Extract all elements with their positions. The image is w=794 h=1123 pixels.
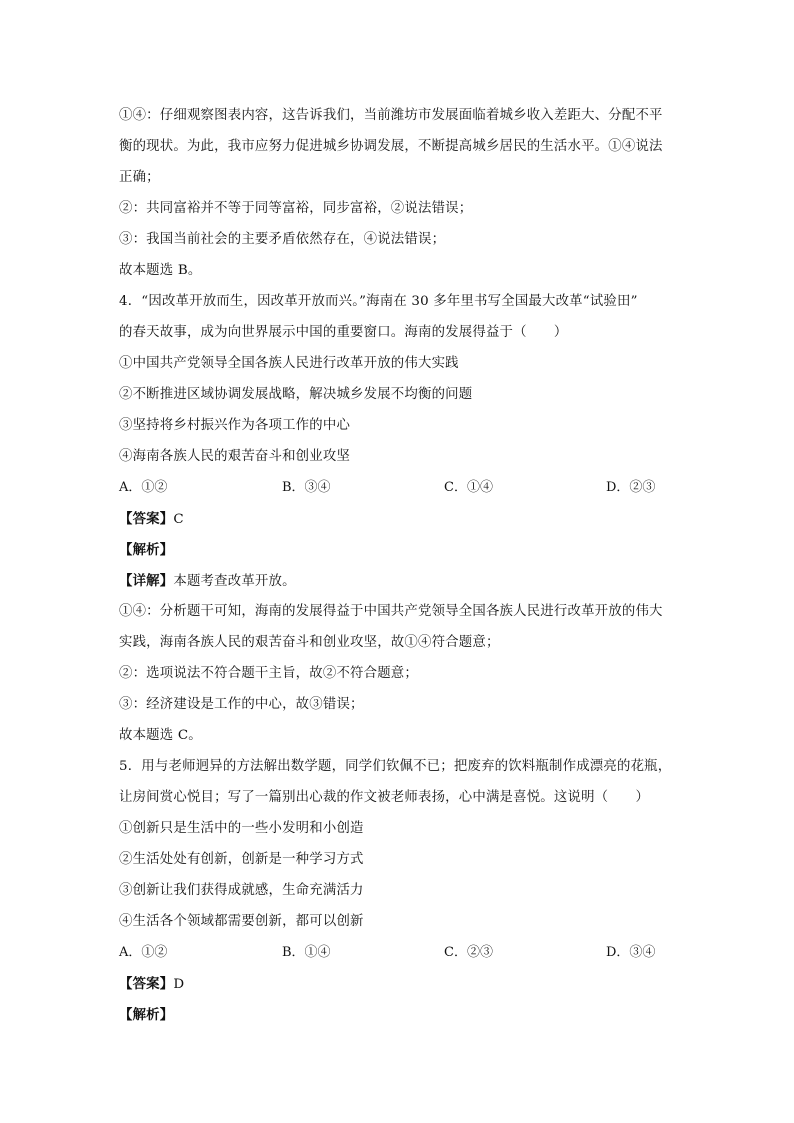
detail-tag: 【详解】 (119, 573, 174, 589)
question-4-statement: ②不断推进区域协调发展战略，解决城乡发展不均衡的问题 (119, 387, 473, 402)
question-5-statement: ④生活各个领域都需要创新，都可以创新 (119, 914, 364, 929)
question-4-option-d: D．②③ (606, 480, 656, 495)
question-5-statement: ③创新让我们获得成就感，生命充满活力 (119, 883, 364, 898)
question-4-statement: ④海南各族人民的艰苦奋斗和创业攻坚 (119, 449, 351, 464)
question-4-conclusion: 故本题选 C。 (119, 728, 202, 743)
question-4-stem: 的春天故事，成为向世界展示中国的重要窗口。海南的发展得益于（ ） (119, 325, 568, 340)
question-4-option-b: B．③④ (282, 480, 331, 495)
question-4-analysis-heading (119, 541, 679, 560)
question-4-option-c: C．①④ (444, 480, 493, 495)
analysis-tag: 【解析】 (119, 1007, 174, 1023)
question-5-stem: 5．用与老师迥异的方法解出数学题，同学们钦佩不已；把废弃的饮料瓶制作成漂亮的花瓶， (119, 759, 672, 774)
analysis-tag: 【解析】 (119, 542, 174, 558)
detail-text: 本题考查改革开放。 (173, 574, 296, 589)
question-5-option-c: C．②③ (444, 945, 493, 960)
question-4-detail (119, 572, 679, 591)
answer-value: D (173, 977, 185, 992)
question-5-option-b: B．①④ (282, 945, 331, 960)
question-4-option-a: A．①② (119, 480, 168, 495)
answer-tag: 【答案】 (119, 976, 174, 992)
question-4-explanation: ①④：分析题干可知，海南的发展得益于中国共产党领导全国各族人民进行改革开放的伟大 (119, 604, 663, 619)
question-4-statement: ①中国共产党领导全国各族人民进行改革开放的伟大实践 (119, 356, 459, 371)
question-5-analysis-heading (119, 1006, 679, 1025)
explanation-line: ②：共同富裕并不等于同等富裕，同步富裕，②说法错误； (119, 201, 473, 216)
answer-tag: 【答案】 (119, 511, 174, 527)
explanation-line: 衡的现状。为此，我市应努力促进城乡协调发展，不断提高城乡居民的生活水平。①④说法 (119, 139, 663, 154)
question-5-option-a: A．①② (119, 945, 168, 960)
question-4-stem: 4．“因改革开放而生，因改革开放而兴。”海南在 30 多年里书写全国最大改革“试验田” (119, 294, 638, 309)
answer-value: C (173, 512, 184, 527)
question-4-explanation: ③：经济建设是工作的中心，故③错误； (119, 697, 364, 712)
explanation-line: 正确； (119, 170, 160, 185)
question-4-answer (119, 510, 679, 529)
question-4-explanation: 实践，海南各族人民的艰苦奋斗和创业攻坚，故①④符合题意； (119, 635, 500, 650)
question-5-statement: ①创新只是生活中的一些小发明和小创造 (119, 821, 364, 836)
explanation-line: ①④：仔细观察图表内容，这告诉我们，当前潍坊市发展面临着城乡收入差距大、分配不平 (119, 108, 663, 123)
explanation-line: ③：我国当前社会的主要矛盾依然存在，④说法错误； (119, 232, 446, 247)
question-5-answer (119, 975, 679, 994)
question-4-statement: ③坚持将乡村振兴作为各项工作的中心 (119, 418, 351, 433)
question-4-explanation: ②：选项说法不符合题干主旨，故②不符合题意； (119, 666, 418, 681)
conclusion-line: 故本题选 B。 (119, 263, 202, 278)
question-5-statement: ②生活处处有创新，创新是一种学习方式 (119, 852, 364, 867)
question-5-stem: 让房间赏心悦目；写了一篇别出心裁的作文被老师表扬，心中满是喜悦。这说明（ ） (119, 790, 650, 805)
question-5-option-d: D．③④ (606, 945, 656, 960)
